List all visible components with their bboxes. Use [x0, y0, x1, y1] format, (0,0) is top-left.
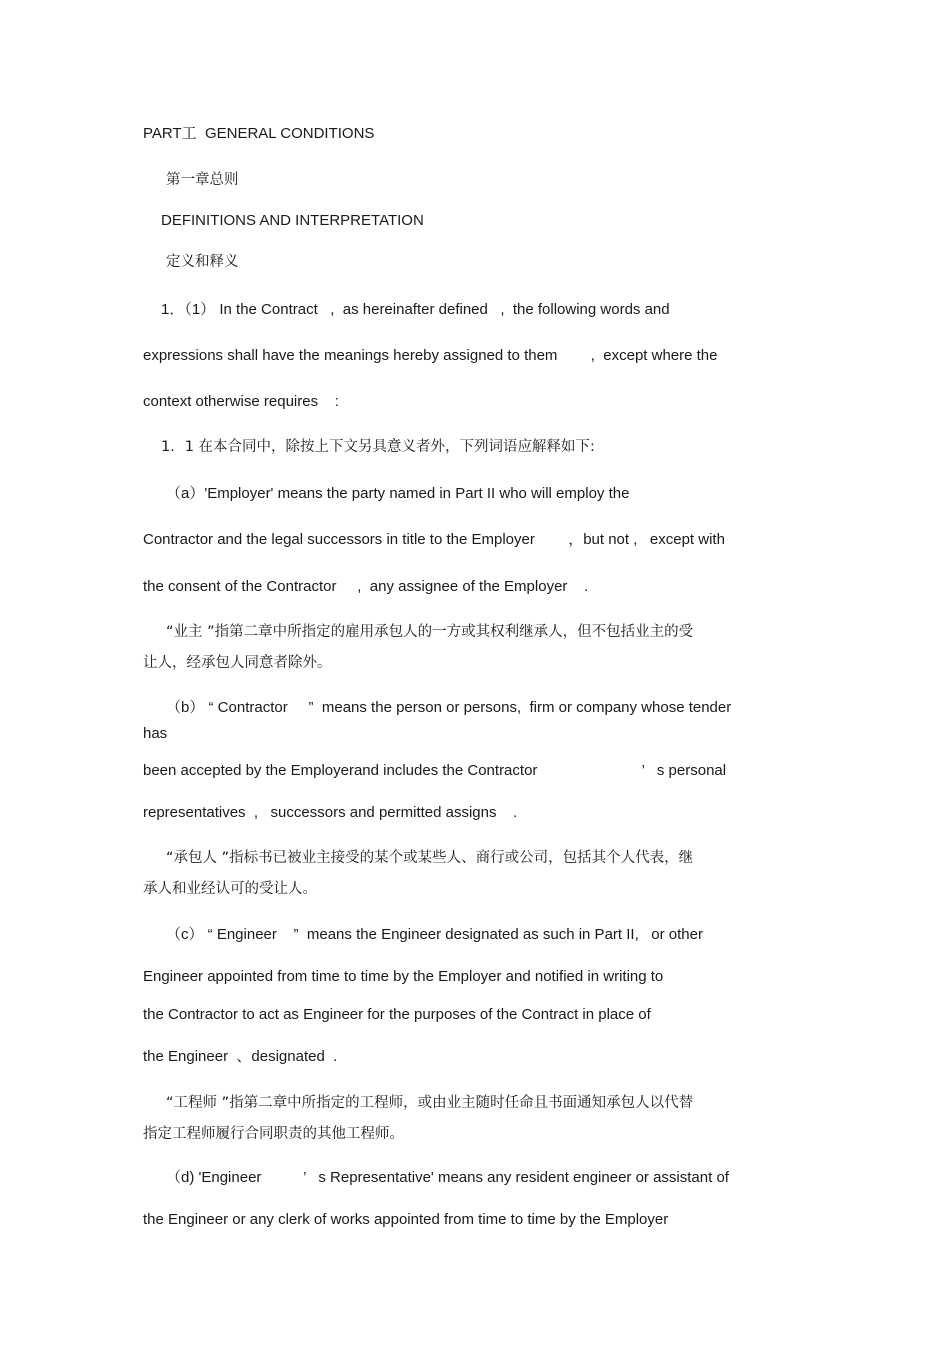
clause-1-line: context otherwise requires :: [143, 393, 339, 410]
chapter-heading-cn: 第一章总则: [166, 172, 239, 188]
item-c-line: （c） “ Engineer ” means the Engineer designated as such in Part II, or other: [166, 926, 703, 943]
item-a-cn: 让人，经承包人同意者除外。: [143, 655, 332, 671]
item-c-line: the Contractor to act as Engineer for the purposes of the Contract in place of: [143, 1006, 651, 1023]
item-c-line: Engineer appointed from time to time by the Employer and notified in writing to: [143, 968, 664, 985]
section-heading: DEFINITIONS AND INTERPRETATION: [161, 212, 424, 229]
item-a-line: the consent of the Contractor , any assignee of the Employer .: [143, 578, 589, 595]
clause-1-cn: 1．1 在本合同中，除按上下文另具意义者外，下列词语应解释如下:: [161, 439, 595, 455]
item-b-line: been accepted by the Employerand includes the Contractor ’ s personal: [143, 762, 727, 779]
item-b-cn: “承包人 ”指标书已被业主接受的某个或某些人、商行或公司，包括其个人代表，继: [166, 850, 694, 866]
item-a-line: （a）'Employer' means the party named in Part II who will employ the: [166, 485, 630, 502]
item-c-cn: 指定工程师履行合同职责的其他工程师。: [143, 1126, 404, 1142]
item-b-line: representatives , successors and permitted assigns .: [143, 804, 518, 821]
item-a-cn: “业主 ”指第二章中所指定的雇用承包人的一方或其权利继承人，但不包括业主的受: [166, 624, 694, 640]
section-heading-cn: 定义和释义: [166, 254, 239, 270]
part-heading: PART工 GENERAL CONDITIONS: [143, 125, 375, 142]
clause-1-line: expressions shall have the meanings hereby assigned to them , except where the: [143, 347, 718, 364]
item-c-cn: “工程师 ”指第二章中所指定的工程师，或由业主随时任命且书面通知承包人以代替: [166, 1095, 694, 1111]
item-d-line: the Engineer or any clerk of works appointed from time to time by the Employer: [143, 1211, 669, 1228]
item-a-line: Contractor and the legal successors in title to the Employer ，but not , except with: [143, 531, 725, 548]
item-b-cn: 承人和业经认可的受让人。: [143, 881, 317, 897]
item-c-line: the Engineer 、designated .: [143, 1048, 338, 1065]
clause-1-line: 1．（1） In the Contract , as hereinafter defined , the following words and: [161, 301, 670, 318]
item-b-line: （b） “ Contractor ” means the person or persons, firm or company whose tender: [166, 699, 732, 716]
item-d-line: （d) 'Engineer ’ s Representative' means any resident engineer or assistant of: [166, 1169, 729, 1186]
item-b-line: has: [143, 725, 168, 742]
